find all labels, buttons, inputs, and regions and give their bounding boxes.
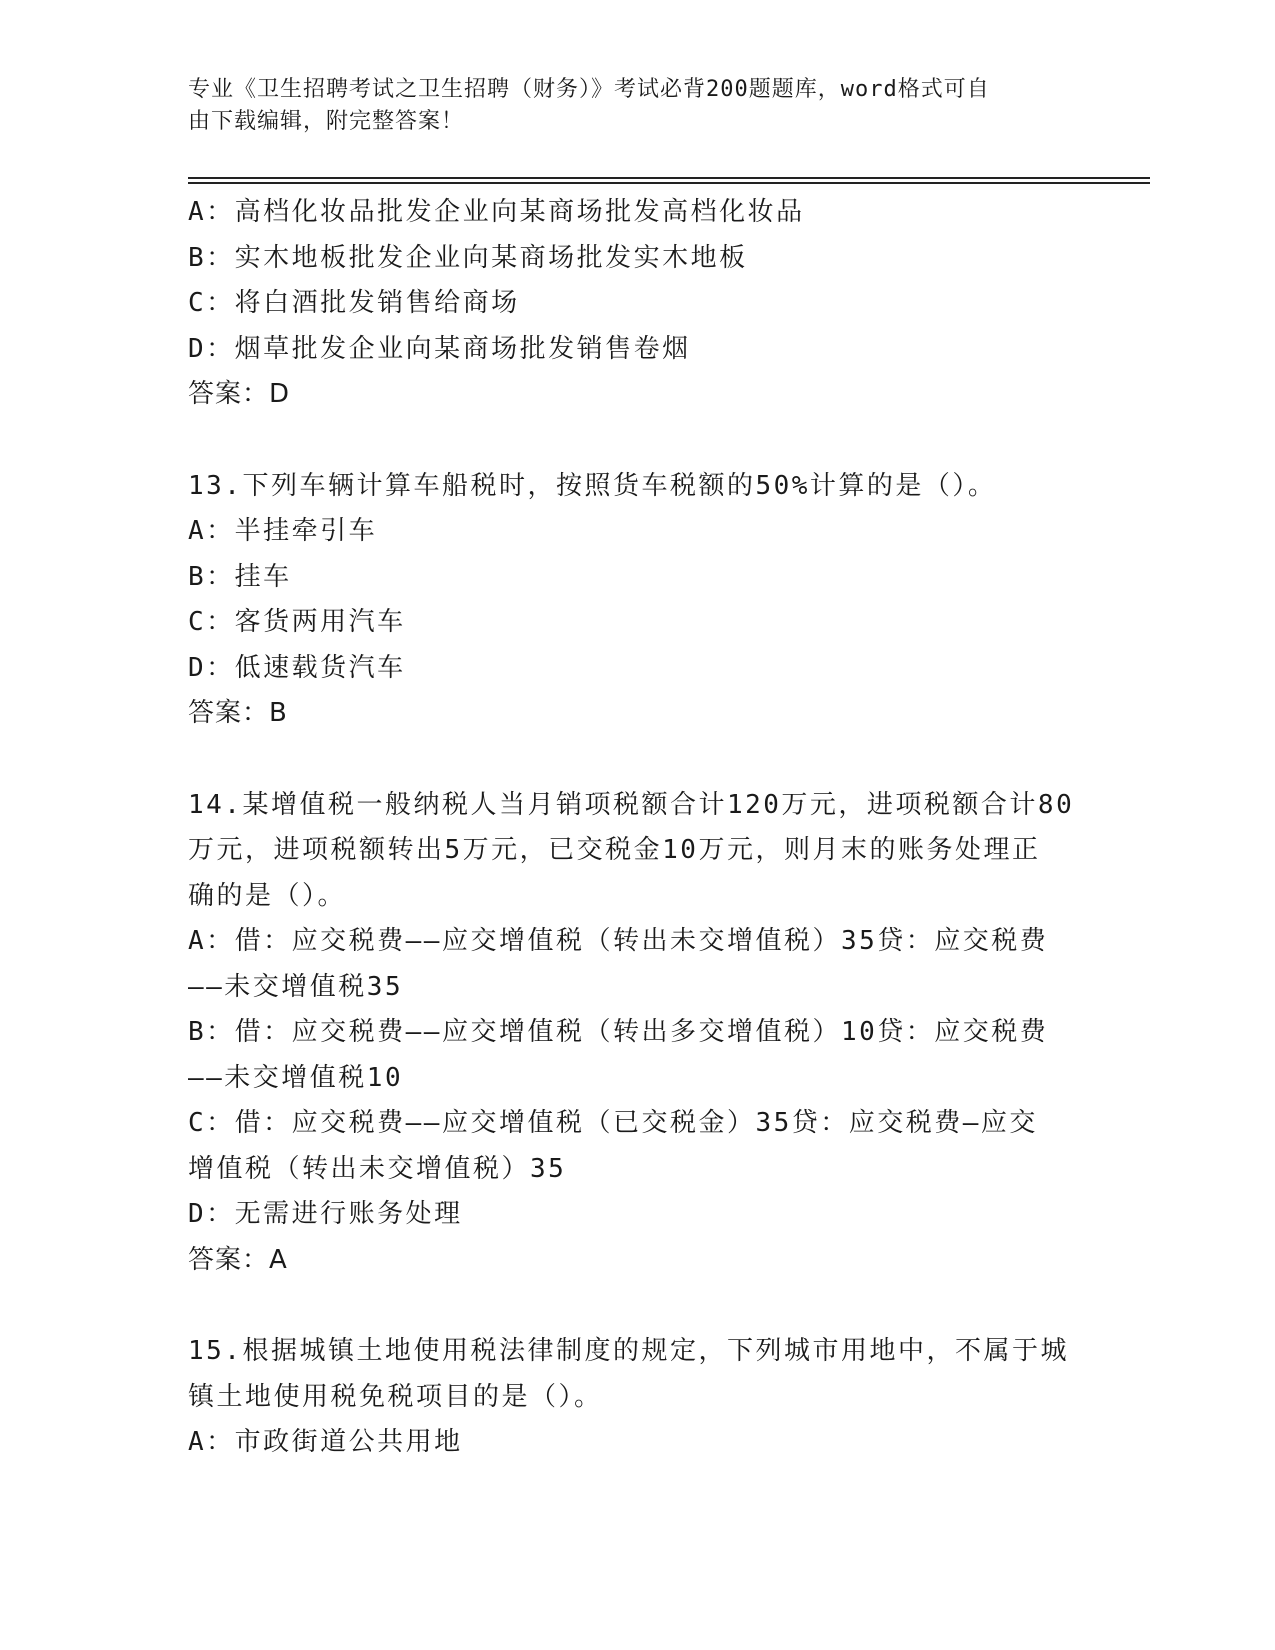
- question-stem: 13.下列车辆计算车船税时，按照货车税额的50%计算的是（）。: [188, 470, 997, 501]
- option-b: B：实木地板批发企业向某商场批发实木地板: [188, 242, 748, 273]
- option-c-line-1: C：借：应交税费——应交增值税（已交税金）35贷：应交税费—应交: [188, 1108, 1038, 1138]
- option-b: B：挂车: [188, 561, 292, 592]
- option-d: D：低速载货汽车: [188, 652, 406, 683]
- header-line-2: 由下载编辑，附完整答案！: [188, 109, 465, 134]
- document-header: [188, 74, 1088, 138]
- option-a: A：市政街道公共用地: [188, 1427, 463, 1457]
- option-a-line-2: ——未交增值税35: [188, 971, 404, 1002]
- question-12: [188, 190, 1088, 418]
- header-line-1: 专业《卫生招聘考试之卫生招聘（财务）》考试必背200题题库，word格式可自: [188, 77, 990, 102]
- question-15: [188, 1329, 1088, 1466]
- option-c: C：将白酒批发销售给商场: [188, 288, 520, 318]
- option-a: A：半挂牵引车: [188, 516, 378, 546]
- question-stem-line-3: 确的是（）。: [188, 880, 347, 911]
- question-stem-line-2: 镇土地使用税免税项目的是（）。: [188, 1381, 603, 1412]
- question-13: [188, 464, 1088, 737]
- answer: 答案：A: [188, 1244, 288, 1275]
- question-stem-line-1: 14.某增值税一般纳税人当月销项税额合计120万元，进项税额合计80: [188, 789, 1075, 820]
- option-c: C：客货两用汽车: [188, 607, 406, 637]
- question-stem-line-1: 15.根据城镇土地使用税法律制度的规定，下列城市用地中，不属于城: [188, 1336, 1069, 1366]
- spacer: [188, 737, 1088, 783]
- option-c-line-2: 增值税（转出未交增值税）35: [188, 1153, 567, 1184]
- option-d: D：无需进行账务处理: [188, 1199, 463, 1229]
- question-stem-line-2: 万元，进项税额转出5万元，已交税金10万元，则月末的账务处理正: [188, 835, 1041, 865]
- option-b-line-2: ——未交增值税10: [188, 1062, 404, 1093]
- option-d: D：烟草批发企业向某商场批发销售卷烟: [188, 333, 691, 364]
- spacer: [188, 418, 1088, 464]
- header-divider-top: [188, 177, 1150, 179]
- answer: 答案：D: [188, 379, 291, 409]
- header-divider-bottom: [188, 182, 1150, 184]
- spacer: [188, 1283, 1088, 1329]
- option-a-line-1: A：借：应交税费——应交增值税（转出未交增值税）35贷：应交税费: [188, 926, 1049, 956]
- document-body: [188, 190, 1088, 1466]
- answer: 答案：B: [188, 698, 288, 728]
- question-14: [188, 783, 1088, 1284]
- option-b-line-1: B：借：应交税费——应交增值税（转出多交增值税）10贷：应交税费: [188, 1017, 1049, 1047]
- option-a: A：高档化妆品批发企业向某商场批发高档化妆品: [188, 197, 805, 227]
